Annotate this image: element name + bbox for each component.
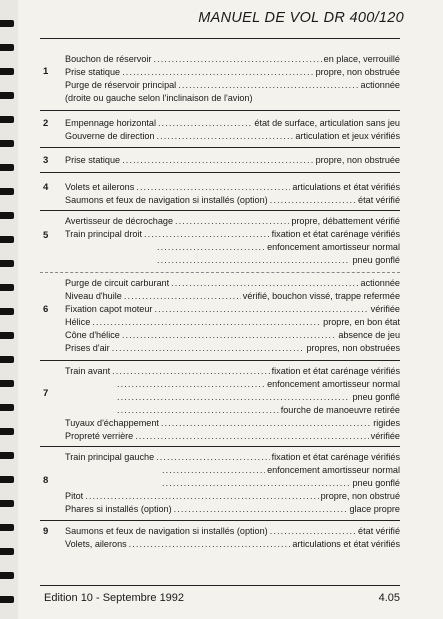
checklist-item <box>65 278 400 289</box>
page-title: MANUEL DE VOL DR 400/120 <box>198 10 404 26</box>
item-value: état de surface, articulation sans jeu <box>254 118 400 128</box>
checklist-item <box>65 539 400 550</box>
checklist-item <box>65 80 400 91</box>
binding-tab <box>0 236 14 243</box>
item-label: Bouchon de réservoir <box>65 54 152 64</box>
section-number: 9 <box>43 526 49 537</box>
binding-tab <box>0 260 14 267</box>
section-divider <box>40 38 400 39</box>
section-number: 8 <box>43 475 49 486</box>
dot-leader <box>122 330 336 341</box>
item-value: absence de jeu <box>338 330 400 340</box>
binding-tab <box>0 548 14 555</box>
checklist-item <box>115 392 400 403</box>
item-value: articulations et état vérifiés <box>292 182 400 192</box>
checklist-item <box>65 54 400 65</box>
item-value: état vérifié <box>358 526 400 536</box>
edition-text: Edition 10 - Septembre 1992 <box>44 592 185 604</box>
checklist-item <box>65 216 400 227</box>
item-value: actionnée <box>360 80 400 90</box>
dot-leader <box>124 291 241 302</box>
section-number: 7 <box>43 388 49 399</box>
dot-leader <box>157 255 350 266</box>
dot-leader <box>175 216 289 227</box>
dot-leader <box>157 242 265 253</box>
dot-leader <box>156 452 269 463</box>
binding-tab <box>0 356 14 363</box>
checklist-item <box>65 418 400 429</box>
page-number: 4.05 <box>378 592 400 604</box>
item-value: articulation et jeux vérifiés <box>295 131 400 141</box>
checklist-item <box>65 526 400 537</box>
dot-leader <box>178 80 358 91</box>
checklist-item <box>65 195 400 206</box>
item-label: Fixation capot moteur <box>65 304 153 314</box>
dot-leader <box>270 526 356 537</box>
item-label: Purge de circuit carburant <box>65 278 170 288</box>
checklist-item <box>65 491 400 502</box>
item-value: propre, non obstruée <box>315 155 400 165</box>
dot-leader <box>112 343 305 354</box>
binding-tab <box>0 404 14 411</box>
section-number: 4 <box>43 182 49 193</box>
item-value: pneu gonflé <box>352 478 400 488</box>
checklist-item <box>155 242 400 253</box>
binding-tab <box>0 452 14 459</box>
dot-leader <box>117 392 350 403</box>
checklist-item <box>65 431 400 442</box>
section-number: 2 <box>43 118 49 129</box>
item-value: fourche de manoeuvre retirée <box>280 405 400 415</box>
item-value: propres, non obstruées <box>306 343 400 353</box>
binding-tab <box>0 44 14 51</box>
checklist-item <box>65 182 400 193</box>
dot-leader <box>117 405 279 416</box>
item-value: propre, en bon état <box>323 317 400 327</box>
checklist-item <box>65 366 400 377</box>
item-label: Train principal droit <box>65 229 142 239</box>
dot-leader <box>153 54 321 65</box>
section-number: 6 <box>43 304 49 315</box>
section-number: 3 <box>43 155 49 166</box>
item-value: fixation et état carénage vérifiés <box>271 366 400 376</box>
binding-tab <box>0 68 14 75</box>
checklist-item <box>65 131 400 142</box>
binding-tab <box>0 188 14 195</box>
dot-leader <box>135 431 368 442</box>
dot-leader <box>129 539 291 550</box>
binding-tab <box>0 500 14 507</box>
item-value: vérifiée <box>370 431 400 441</box>
item-label: Pitot <box>65 491 84 501</box>
binding-tab <box>0 20 14 27</box>
binding-tab <box>0 476 14 483</box>
item-label: Prise statique <box>65 67 121 77</box>
checklist-item <box>65 229 400 240</box>
checklist-item <box>155 255 400 266</box>
binding-tab <box>0 524 14 531</box>
section-divider <box>40 147 400 148</box>
binding-tab <box>0 140 14 147</box>
spiral-binding <box>0 0 18 619</box>
item-value: propre, non obstrué <box>320 491 400 501</box>
item-value: vérifié, bouchon vissé, trappe refermée <box>242 291 400 301</box>
item-value: fixation et état carénage vérifiés <box>271 229 400 239</box>
binding-tab <box>0 380 14 387</box>
item-label: Train avant <box>65 366 111 376</box>
dot-leader <box>162 478 350 489</box>
item-label: Gouverne de direction <box>65 131 155 141</box>
dot-leader <box>171 278 358 289</box>
section-divider <box>40 110 400 111</box>
item-value: glace propre <box>349 504 400 514</box>
section-divider <box>40 520 400 521</box>
section-divider <box>40 210 400 211</box>
item-label: Prise statique <box>65 155 121 165</box>
checklist-item <box>65 67 400 78</box>
dot-leader <box>154 304 368 315</box>
section-divider <box>40 446 400 447</box>
item-label: Volets, ailerons <box>65 539 127 549</box>
section-divider <box>40 360 400 361</box>
item-label: Cône d'hélice <box>65 330 120 340</box>
checklist-item <box>65 291 400 302</box>
dot-leader <box>85 491 318 502</box>
dot-leader <box>122 155 313 166</box>
dot-leader <box>144 229 270 240</box>
checklist-item <box>65 504 400 515</box>
binding-tab <box>0 596 14 603</box>
item-label: Propreté verrière <box>65 431 134 441</box>
item-label: Saumons et feux de navigation si installés (option) <box>65 526 268 536</box>
manual-page <box>40 0 404 619</box>
item-value: enfoncement amortisseur normal <box>267 242 400 252</box>
binding-tab <box>0 92 14 99</box>
checklist-item <box>160 478 400 489</box>
dot-leader <box>162 465 265 476</box>
item-label: (droite ou gauche selon l'inclinaison de l'avion) <box>65 93 253 103</box>
item-label: Train principal gauche <box>65 452 155 462</box>
binding-tab <box>0 116 14 123</box>
item-value: en place, verrouillé <box>323 54 400 64</box>
item-value: propre, non obstruée <box>315 67 400 77</box>
footer-rule <box>40 585 400 586</box>
checklist-item <box>65 330 400 341</box>
section-divider <box>40 272 400 273</box>
item-label: Prises d'air <box>65 343 110 353</box>
dot-leader <box>117 379 265 390</box>
item-value: vérifiée <box>370 304 400 314</box>
item-value: rigides <box>373 418 400 428</box>
checklist-note <box>65 93 400 104</box>
checklist-item <box>65 317 400 328</box>
item-label: Tuyaux d'échappement <box>65 418 159 428</box>
item-value: articulations et état vérifiés <box>292 539 400 549</box>
item-label: Volets et ailerons <box>65 182 135 192</box>
dot-leader <box>156 131 293 142</box>
item-value: état vérifié <box>358 195 400 205</box>
binding-tab <box>0 308 14 315</box>
checklist-item <box>115 379 400 390</box>
item-value: fixation et état carénage vérifiés <box>271 452 400 462</box>
checklist-item <box>65 304 400 315</box>
checklist-item <box>160 465 400 476</box>
item-label: Avertisseur de décrochage <box>65 216 174 226</box>
section-divider <box>40 172 400 173</box>
section-number: 1 <box>43 66 49 77</box>
item-value: enfoncement amortisseur normal <box>267 379 400 389</box>
dot-leader <box>122 67 313 78</box>
dot-leader <box>161 418 371 429</box>
checklist-item <box>115 405 400 416</box>
checklist-item <box>65 343 400 354</box>
dot-leader <box>136 182 290 193</box>
binding-tab <box>0 164 14 171</box>
item-label: Phares si installés (option) <box>65 504 172 514</box>
section-number: 5 <box>43 230 49 241</box>
binding-tab <box>0 332 14 339</box>
checklist-item <box>65 118 400 129</box>
dot-leader <box>270 195 356 206</box>
item-value: actionnée <box>360 278 400 288</box>
item-value: pneu gonflé <box>352 392 400 402</box>
item-value: pneu gonflé <box>352 255 400 265</box>
dot-leader <box>174 504 348 515</box>
binding-tab <box>0 572 14 579</box>
dot-leader <box>158 118 252 129</box>
item-label: Hélice <box>65 317 91 327</box>
item-label: Purge de réservoir principal <box>65 80 177 90</box>
item-label: Saumons et feux de navigation si installés (option) <box>65 195 268 205</box>
dot-leader <box>92 317 321 328</box>
item-value: enfoncement amortisseur normal <box>267 465 400 475</box>
binding-tab <box>0 212 14 219</box>
item-value: propre, débattement vérifié <box>291 216 400 226</box>
dot-leader <box>112 366 269 377</box>
binding-tab <box>0 284 14 291</box>
checklist-item <box>65 452 400 463</box>
item-label: Empennage horizontal <box>65 118 156 128</box>
checklist-item <box>65 155 400 166</box>
binding-tab <box>0 428 14 435</box>
item-label: Niveau d'huile <box>65 291 122 301</box>
